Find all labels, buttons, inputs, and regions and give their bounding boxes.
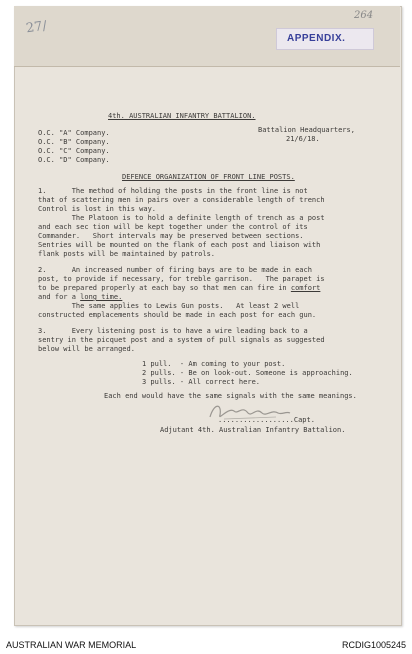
signature-rank: ..................Capt. xyxy=(218,416,315,424)
appendix-stamp: APPENDIX. xyxy=(276,28,374,50)
paragraph-line: constructed emplacements should be made in each post for each gun. xyxy=(38,311,317,319)
margin-scrawl: 27/ xyxy=(25,18,48,37)
recipient-line: O.C. "A" Company. xyxy=(38,129,110,137)
archive-footer xyxy=(0,638,412,654)
paragraph-line: The same applies to Lewis Gun posts. At least 2 well xyxy=(38,302,300,310)
paragraph-line: Control is lost in this way. xyxy=(38,205,157,213)
paragraph-line: The Platoon is to hold a definite length of trench as a post xyxy=(38,214,325,222)
signal-item: 2 pulls. - Be on look-out. Someone is approaching. xyxy=(142,369,353,377)
paragraph-line: and each sec tion will be kept together under the control of its xyxy=(38,223,308,231)
paragraph-line: below will be arranged. xyxy=(38,345,135,353)
recipient-line: O.C. "D" Company. xyxy=(38,156,110,164)
paragraph-line: Sentries will be mounted on the flank of each post and liaison with xyxy=(38,241,321,249)
paragraph-line xyxy=(38,293,122,302)
paragraph-line: 1. The method of holding the posts in the front line is not xyxy=(38,187,308,195)
location-line: Battalion Headquarters, xyxy=(258,126,355,134)
paragraph-line: 2. An increased number of firing bays are to be made in each xyxy=(38,266,312,274)
signal-item: 1 pull. - Am coming to your post. xyxy=(142,360,286,368)
paragraph-line: post, to provide if necessary, for treble garrison. The parapet is xyxy=(38,275,325,283)
recipient-line: O.C. "C" Company. xyxy=(38,147,110,155)
underlined-phrase: long time. xyxy=(80,293,123,301)
paragraph-line: Commander. Short intervals may be preserved between sections. xyxy=(38,232,304,240)
paragraph-line: sentry in the picquet post and a system of pull signals as suggested xyxy=(38,336,325,344)
closing-line: Each end would have the same signals with the same meanings. xyxy=(104,392,357,400)
signal-item: 3 pulls. - All correct here. xyxy=(142,378,261,386)
record-id: RCDIG1005245 xyxy=(341,640,406,650)
paragraph-text: and for a xyxy=(38,293,81,301)
subject-heading: DEFENCE ORGANIZATION OF FRONT LINE POSTS. xyxy=(122,173,295,181)
page-number: 264 xyxy=(354,10,374,21)
unit-heading: 4th. AUSTRALIAN INFANTRY BATTALION. xyxy=(108,112,256,120)
paragraph-line xyxy=(38,284,320,293)
signature-title: Adjutant 4th. Australian Infantry Battalion. xyxy=(160,426,346,434)
paragraph-line: 3. Every listening post is to have a wire leading back to a xyxy=(38,327,308,335)
institution-label: AUSTRALIAN WAR MEMORIAL xyxy=(6,640,137,650)
date-line: 21/6/18. xyxy=(286,135,320,143)
paragraph-text: to be prepared properly at each bay so that men can fire in xyxy=(38,284,291,292)
paragraph-line: flank posts will be maintained by patrols. xyxy=(38,250,216,258)
recipient-line: O.C. "B" Company. xyxy=(38,138,110,146)
underlined-word: comfort xyxy=(290,284,321,292)
paragraph-line: that of scattering men in pairs over a considerable length of trench xyxy=(38,196,325,204)
